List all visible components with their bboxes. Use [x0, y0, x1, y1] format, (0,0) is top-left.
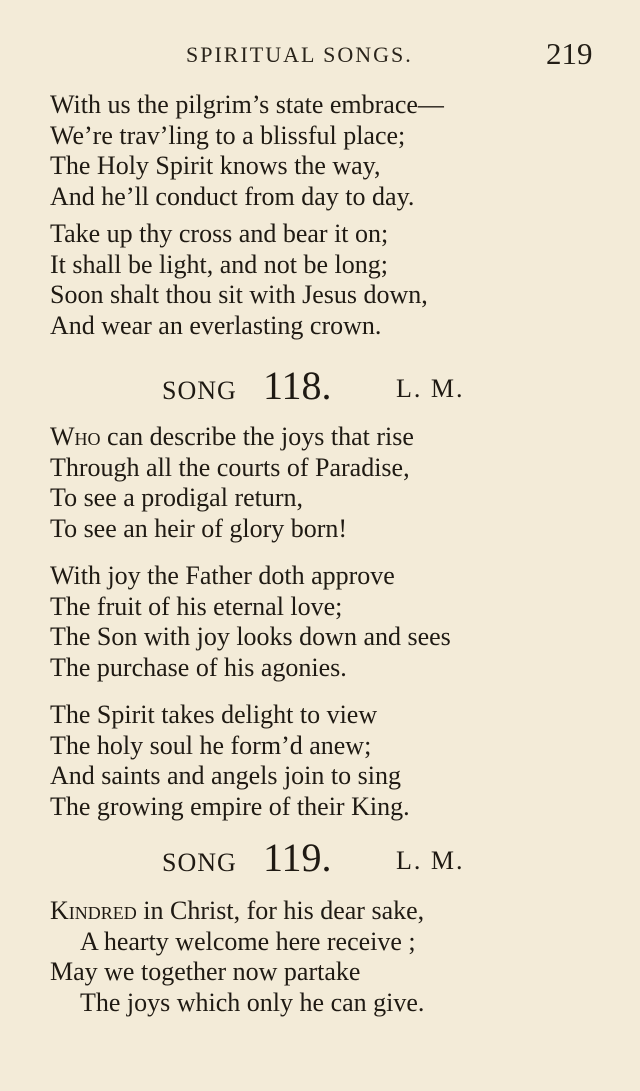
- verse-line: Soon shalt thou sit with Jesus down,: [50, 280, 428, 309]
- song-number: 119.: [263, 835, 332, 880]
- verse-line: The holy soul he form’d anew;: [50, 730, 372, 760]
- verse-line: To see an heir of glory born!: [50, 513, 348, 543]
- song-meter: L. M.: [396, 374, 465, 403]
- first-word: Who: [50, 422, 101, 451]
- verse-line: With joy the Father doth approve: [50, 561, 395, 590]
- song-118-heading: [0, 362, 640, 418]
- song-119-verses: [50, 896, 620, 1018]
- verse-line: A hearty welcome here receive ;: [80, 926, 416, 956]
- verse-line: [50, 422, 620, 453]
- verse-line: [50, 896, 620, 927]
- verse-line: The joys which only he can give.: [80, 987, 425, 1017]
- verse-line: To see a prodigal return,: [50, 483, 304, 512]
- verse-line: The fruit of his eternal love;: [50, 591, 343, 621]
- verse-line: The Spirit takes delight to view: [50, 700, 378, 729]
- page-number: 219: [546, 36, 593, 71]
- continuation-verses: [50, 90, 620, 341]
- stanza: [50, 90, 620, 212]
- first-line-rest: can describe the joys that rise: [100, 422, 414, 451]
- song-label: SONG: [162, 848, 237, 877]
- stanza: [50, 422, 620, 544]
- verse-line: And wear an everlasting crown.: [50, 310, 382, 340]
- running-head: [0, 38, 640, 78]
- verse-line: The purchase of his agonies.: [50, 652, 347, 682]
- verse-line: And saints and angels join to sing: [50, 761, 401, 790]
- verse-line: We’re trav’ling to a blissful place;: [50, 120, 406, 150]
- stanza: [50, 561, 620, 683]
- verse-line: And he’ll conduct from day to day.: [50, 181, 415, 211]
- verse-line: The Son with joy looks down and sees: [50, 622, 451, 651]
- verse-line: The Holy Spirit knows the way,: [50, 151, 381, 180]
- verse-line: It shall be light, and not be long;: [50, 249, 388, 279]
- verse-line: Take up thy cross and bear it on;: [50, 219, 389, 248]
- song-119-heading: [0, 834, 640, 890]
- song-label: SONG: [162, 376, 237, 405]
- song-meter: L. M.: [396, 846, 465, 875]
- verse-line: With us the pilgrim’s state embrace—: [50, 90, 444, 119]
- first-word: Kindred: [50, 896, 137, 925]
- stanza: [50, 700, 620, 822]
- stanza: [50, 896, 620, 1018]
- stanza: [50, 219, 620, 341]
- verse-line: May we together now partake: [50, 957, 361, 986]
- verse-line: The growing empire of their King.: [50, 791, 410, 821]
- song-118-verses: [50, 422, 620, 822]
- running-title: SPIRITUAL SONGS.: [186, 42, 413, 67]
- first-line-rest: in Christ, for his dear sake,: [136, 896, 425, 925]
- song-number: 118.: [263, 363, 332, 408]
- verse-line: Through all the courts of Paradise,: [50, 452, 410, 482]
